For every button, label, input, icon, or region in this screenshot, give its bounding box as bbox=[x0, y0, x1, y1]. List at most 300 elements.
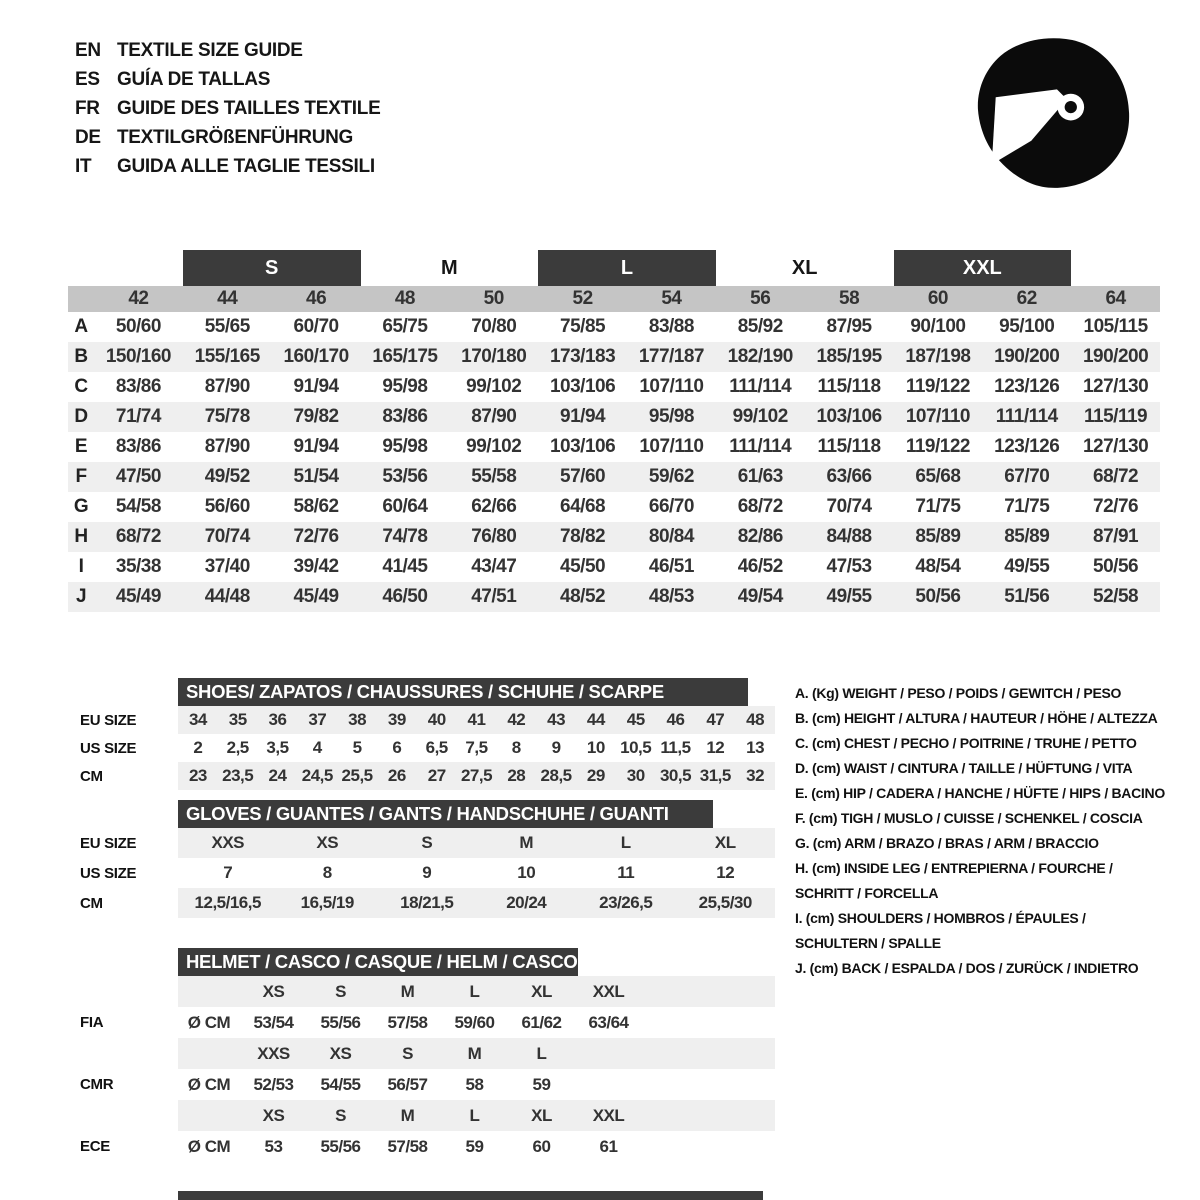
measure-value: 87/95 bbox=[826, 316, 872, 337]
legend-item-h: H. (cm) INSIDE LEG / ENTREPIERNA / FOURCHE / SCHRITT / FORCELLA bbox=[795, 860, 1113, 901]
measure-value: 70/74 bbox=[826, 496, 872, 517]
measure-value: 115/118 bbox=[817, 436, 881, 457]
helmet-value: 55/56 bbox=[320, 1136, 361, 1156]
helmet-size: XS bbox=[307, 1038, 374, 1069]
measure-row-D bbox=[68, 402, 1160, 432]
row-letter: E bbox=[74, 436, 88, 457]
measure-value: 55/58 bbox=[471, 466, 517, 487]
measure-value: 182/190 bbox=[727, 346, 793, 367]
helmet-value: 56/57 bbox=[387, 1074, 428, 1094]
helmet-value: 58 bbox=[465, 1074, 484, 1094]
size-value: 12 bbox=[706, 738, 725, 757]
legend-item-j: J. (cm) BACK / ESPALDA / DOS / ZURÜCK / INDIETRO bbox=[795, 960, 1139, 976]
size-value: 46 bbox=[656, 706, 696, 734]
size-value: 9 bbox=[551, 738, 561, 757]
size-value: 38 bbox=[337, 706, 377, 734]
measure-value: 50/56 bbox=[915, 586, 961, 607]
measure-value: 111/114 bbox=[729, 376, 792, 397]
size-value: 2 bbox=[193, 738, 203, 757]
measure-value: 60/70 bbox=[293, 316, 339, 337]
row-label: US SIZE bbox=[80, 739, 137, 757]
size-value: 40 bbox=[417, 706, 457, 734]
measure-value: 87/91 bbox=[1093, 526, 1139, 547]
row-label: CM bbox=[80, 894, 103, 912]
size-value: 10 bbox=[586, 738, 605, 757]
size-value: 25,5/30 bbox=[676, 888, 776, 918]
measure-value: 91/94 bbox=[560, 406, 606, 427]
size-value: 28,5 bbox=[536, 762, 576, 790]
size-value: 44 bbox=[576, 706, 616, 734]
spacer bbox=[642, 1007, 775, 1038]
measure-row-B bbox=[68, 342, 1160, 372]
spacer bbox=[642, 1131, 775, 1162]
helmet-size: L bbox=[441, 1100, 508, 1131]
measure-value: 72/76 bbox=[1093, 496, 1139, 517]
textile-size-table bbox=[68, 250, 1160, 612]
size-value: 36 bbox=[258, 706, 298, 734]
size-value: 16,5/19 bbox=[278, 888, 378, 918]
row-label: EU SIZE bbox=[80, 711, 137, 729]
standard-name: ECE bbox=[80, 1138, 110, 1155]
measure-value: 71/74 bbox=[115, 406, 161, 427]
size-value: 39 bbox=[377, 706, 417, 734]
measure-value: 99/102 bbox=[466, 376, 522, 397]
size-value: 11,5 bbox=[660, 738, 691, 757]
standard-name: CMR bbox=[80, 1076, 114, 1093]
helmet-value: 59 bbox=[465, 1136, 484, 1156]
size-value: 2,5 bbox=[226, 738, 249, 757]
shoes-title: SHOES/ ZAPATOS / CHAUSSURES / SCHUHE / SCARPE bbox=[186, 681, 664, 702]
size-number: 52 bbox=[572, 288, 593, 309]
helmet-size: S bbox=[307, 1100, 374, 1131]
size-value: 26 bbox=[377, 762, 417, 790]
size-value: 27 bbox=[417, 762, 457, 790]
size-value: 41 bbox=[457, 706, 497, 734]
helmet-size: XS bbox=[240, 976, 307, 1007]
measure-value: 75/78 bbox=[204, 406, 250, 427]
measure-value: 49/52 bbox=[204, 466, 250, 487]
helmet-size: XXS bbox=[240, 1038, 307, 1069]
measure-value: 95/100 bbox=[999, 316, 1055, 337]
helmet-size: S bbox=[374, 1038, 441, 1069]
measure-value: 160/170 bbox=[283, 346, 349, 367]
measure-value: 64/68 bbox=[560, 496, 606, 517]
diameter-unit: Ø CM bbox=[187, 1012, 231, 1032]
size-value: 30 bbox=[616, 762, 656, 790]
legend-item-c: C. (cm) CHEST / PECHO / POITRINE / TRUHE / PETTO bbox=[795, 735, 1137, 751]
helmet-size: M bbox=[441, 1038, 508, 1069]
size-number: 62 bbox=[1016, 288, 1037, 309]
measure-value: 115/119 bbox=[1084, 406, 1148, 427]
row-label: US SIZE bbox=[80, 864, 137, 882]
helmet-standard-row-fia bbox=[68, 1007, 775, 1038]
spacer bbox=[68, 976, 178, 1007]
size-value: 7 bbox=[223, 863, 233, 882]
size-value: 3,5 bbox=[266, 738, 289, 757]
helmet-value: 53 bbox=[264, 1136, 283, 1156]
measure-value: 39/42 bbox=[293, 556, 339, 577]
measure-row-A bbox=[68, 312, 1160, 342]
legend-item-d: D. (cm) WAIST / CINTURA / TAILLE / HÜFTUNG / VITA bbox=[795, 760, 1133, 776]
measure-value: 37/40 bbox=[204, 556, 250, 577]
measure-value: 79/82 bbox=[293, 406, 339, 427]
measure-value: 83/86 bbox=[382, 406, 428, 427]
measure-value: 63/66 bbox=[826, 466, 872, 487]
size-value: XL bbox=[676, 828, 776, 858]
language-code: EN bbox=[75, 40, 101, 61]
legend-item-e: E. (cm) HIP / CADERA / HANCHE / HÜFTE / HIPS / BACINO bbox=[795, 785, 1165, 801]
measure-value: 103/106 bbox=[549, 376, 616, 397]
size-value: XS bbox=[278, 828, 378, 858]
size-value: 24 bbox=[258, 762, 298, 790]
measure-value: 123/126 bbox=[994, 436, 1060, 457]
row-label: EU SIZE bbox=[80, 834, 137, 852]
measure-value: 49/55 bbox=[826, 586, 872, 607]
shoes-section bbox=[68, 678, 775, 790]
measure-value: 43/47 bbox=[471, 556, 517, 577]
shoes-rows bbox=[68, 706, 775, 790]
size-value: 27,5 bbox=[457, 762, 497, 790]
gloves-section bbox=[68, 800, 775, 918]
measure-value: 107/110 bbox=[905, 406, 970, 427]
size-value: M bbox=[477, 828, 577, 858]
measure-value: 105/115 bbox=[1083, 316, 1148, 337]
measure-row-E bbox=[68, 432, 1160, 462]
measure-value: 48/53 bbox=[648, 586, 694, 607]
measure-value: 45/49 bbox=[293, 586, 339, 607]
size-value: 23,5 bbox=[218, 762, 258, 790]
size-row bbox=[68, 828, 775, 858]
language-code: DE bbox=[75, 127, 101, 148]
size-number: 56 bbox=[750, 288, 771, 309]
racing-helmet-icon bbox=[972, 33, 1135, 198]
size-number: 58 bbox=[839, 288, 860, 309]
size-value: 10 bbox=[517, 863, 536, 882]
measure-value: 103/106 bbox=[549, 436, 616, 457]
measure-value: 107/110 bbox=[639, 436, 704, 457]
size-number: 50 bbox=[483, 288, 504, 309]
measure-value: 119/122 bbox=[905, 436, 970, 457]
size-value: 28 bbox=[496, 762, 536, 790]
measure-value: 46/50 bbox=[382, 586, 428, 607]
size-row bbox=[68, 762, 775, 790]
size-value: 9 bbox=[422, 863, 432, 882]
spacer bbox=[178, 976, 240, 1007]
size-value: 18/21,5 bbox=[377, 888, 477, 918]
spacer bbox=[68, 1038, 178, 1069]
measure-value: 57/60 bbox=[560, 466, 606, 487]
helmet-size bbox=[575, 1038, 642, 1069]
size-value: XXS bbox=[178, 828, 278, 858]
measure-value: 71/75 bbox=[915, 496, 961, 517]
measure-value: 56/60 bbox=[204, 496, 250, 517]
measure-value: 103/106 bbox=[816, 406, 882, 427]
measure-value: 49/55 bbox=[1004, 556, 1050, 577]
language-code: ES bbox=[75, 69, 100, 90]
cropped-bottom-bar bbox=[178, 1191, 763, 1200]
measure-value: 47/50 bbox=[115, 466, 161, 487]
measure-value: 95/98 bbox=[648, 406, 694, 427]
measure-value: 177/187 bbox=[638, 346, 704, 367]
measure-value: 78/82 bbox=[560, 526, 606, 547]
size-value: 34 bbox=[178, 706, 218, 734]
spacer bbox=[178, 1038, 240, 1069]
language-label: GUIDE DES TAILLES TEXTILE bbox=[117, 98, 381, 119]
legend-item-f: F. (cm) TIGH / MUSLO / CUISSE / SCHENKEL / COSCIA bbox=[795, 810, 1143, 826]
helmet-size-header-row bbox=[68, 1038, 775, 1069]
measure-value: 47/53 bbox=[826, 556, 872, 577]
size-value: 25,5 bbox=[337, 762, 377, 790]
measure-value: 190/200 bbox=[994, 346, 1060, 367]
measure-value: 150/160 bbox=[105, 346, 171, 367]
helmet-size: XS bbox=[240, 1100, 307, 1131]
standard-name: FIA bbox=[80, 1014, 104, 1031]
row-letter: A bbox=[74, 316, 88, 337]
shoes-title-bar bbox=[178, 678, 748, 706]
helmet-size: M bbox=[374, 1100, 441, 1131]
measure-value: 65/75 bbox=[382, 316, 428, 337]
legend-item-a: A. (Kg) WEIGHT / PESO / POIDS / GEWITCH / PESO bbox=[795, 685, 1122, 701]
row-letter: H bbox=[74, 526, 88, 547]
measure-value: 115/118 bbox=[817, 376, 881, 397]
size-value: 8 bbox=[322, 863, 332, 882]
measure-value: 68/72 bbox=[115, 526, 161, 547]
size-value: 6,5 bbox=[425, 738, 448, 757]
helmet-size: XXL bbox=[575, 1100, 642, 1131]
helmet-standard-row-ece bbox=[68, 1131, 775, 1162]
measure-value: 51/56 bbox=[1004, 586, 1050, 607]
measure-value: 185/195 bbox=[816, 346, 882, 367]
size-group-xl: XL bbox=[791, 256, 818, 279]
size-group-s: S bbox=[183, 250, 361, 286]
helmet-section bbox=[68, 948, 775, 1162]
measure-value: 80/84 bbox=[648, 526, 694, 547]
size-value: 32 bbox=[735, 762, 775, 790]
measure-value: 54/58 bbox=[115, 496, 161, 517]
size-value: L bbox=[576, 828, 676, 858]
size-value: 8 bbox=[511, 738, 521, 757]
helmet-size: XXL bbox=[575, 976, 642, 1007]
size-value: 48 bbox=[735, 706, 775, 734]
measure-value: 95/98 bbox=[382, 436, 428, 457]
size-row bbox=[68, 858, 775, 888]
measure-value: 58/62 bbox=[293, 496, 339, 517]
helmet-size-header-row bbox=[68, 1100, 775, 1131]
measure-value: 87/90 bbox=[204, 436, 250, 457]
measure-value: 76/80 bbox=[471, 526, 517, 547]
measure-value: 67/70 bbox=[1004, 466, 1050, 487]
spacer bbox=[178, 1100, 240, 1131]
measure-value: 46/51 bbox=[648, 556, 694, 577]
measure-row-J bbox=[68, 582, 1160, 612]
row-letter: G bbox=[73, 496, 89, 517]
measure-value: 165/175 bbox=[372, 346, 438, 367]
measure-value: 173/183 bbox=[549, 346, 616, 367]
size-group-m: M bbox=[440, 256, 458, 279]
helmet-value: 57/58 bbox=[387, 1136, 428, 1156]
legend-item-g: G. (cm) ARM / BRAZO / BRAS / ARM / BRACCIO bbox=[795, 835, 1099, 851]
diameter-unit: Ø CM bbox=[187, 1136, 231, 1156]
measure-value: 50/56 bbox=[1093, 556, 1139, 577]
measure-value: 61/63 bbox=[737, 466, 783, 487]
size-value: 12,5/16,5 bbox=[178, 888, 278, 918]
band-spacer bbox=[68, 286, 94, 312]
measure-value: 90/100 bbox=[910, 316, 966, 337]
measure-value: 155/165 bbox=[194, 346, 260, 367]
language-row bbox=[75, 36, 380, 65]
measure-value: 60/64 bbox=[382, 496, 428, 517]
measure-value: 123/126 bbox=[994, 376, 1060, 397]
helmet-size: XL bbox=[508, 976, 575, 1007]
gloves-rows bbox=[68, 828, 775, 918]
measure-value: 85/89 bbox=[915, 526, 961, 547]
size-number: 44 bbox=[217, 288, 238, 309]
spacer bbox=[642, 1100, 775, 1131]
helmet-rows bbox=[68, 976, 775, 1162]
measure-value: 66/70 bbox=[648, 496, 694, 517]
measure-value: 75/85 bbox=[560, 316, 606, 337]
measure-value: 83/86 bbox=[115, 436, 161, 457]
size-value: 42 bbox=[496, 706, 536, 734]
measure-value: 59/62 bbox=[648, 466, 694, 487]
size-value: 23/26,5 bbox=[576, 888, 676, 918]
measure-value: 44/48 bbox=[204, 586, 250, 607]
size-value: 13 bbox=[746, 738, 765, 757]
measure-value: 45/49 bbox=[115, 586, 161, 607]
language-code: IT bbox=[75, 156, 92, 177]
measure-value: 91/94 bbox=[293, 376, 339, 397]
size-value: 4 bbox=[312, 738, 322, 757]
helmet-size: M bbox=[374, 976, 441, 1007]
measure-row-I bbox=[68, 552, 1160, 582]
helmet-title: HELMET / CASCO / CASQUE / HELM / CASCO bbox=[186, 951, 578, 972]
language-label: TEXTILGRÖßENFÜHRUNG bbox=[117, 127, 354, 148]
measure-value: 83/88 bbox=[648, 316, 694, 337]
row-label: CM bbox=[80, 767, 103, 785]
measure-value: 35/38 bbox=[115, 556, 161, 577]
language-code: FR bbox=[75, 98, 100, 119]
language-row bbox=[75, 65, 380, 94]
measure-row-C bbox=[68, 372, 1160, 402]
size-value: 6 bbox=[392, 738, 402, 757]
size-group-l: L bbox=[538, 250, 716, 286]
measure-value: 46/52 bbox=[737, 556, 783, 577]
measure-value: 91/94 bbox=[293, 436, 339, 457]
size-row bbox=[68, 706, 775, 734]
size-row bbox=[68, 734, 775, 762]
helmet-value: 59 bbox=[532, 1074, 551, 1094]
measure-value: 68/72 bbox=[1093, 466, 1139, 487]
size-value: 30,5 bbox=[656, 762, 696, 790]
measure-row-H bbox=[68, 522, 1160, 552]
helmet-value: 59/60 bbox=[454, 1012, 495, 1032]
measure-value: 71/75 bbox=[1004, 496, 1050, 517]
helmet-value: 53/54 bbox=[253, 1012, 294, 1032]
size-value: 31,5 bbox=[695, 762, 735, 790]
size-value: 35 bbox=[218, 706, 258, 734]
measure-value: 52/58 bbox=[1093, 586, 1139, 607]
row-letter: J bbox=[75, 586, 87, 607]
measure-value: 190/200 bbox=[1082, 346, 1149, 367]
language-row bbox=[75, 123, 380, 152]
measure-value: 95/98 bbox=[382, 376, 428, 397]
measure-value: 87/90 bbox=[204, 376, 250, 397]
size-value: 10,5 bbox=[620, 738, 652, 757]
measure-rows bbox=[68, 312, 1160, 612]
size-value: 20/24 bbox=[477, 888, 577, 918]
helmet-size: L bbox=[508, 1038, 575, 1069]
spacer bbox=[642, 976, 775, 1007]
size-value: S bbox=[377, 828, 477, 858]
measure-value: 53/56 bbox=[382, 466, 428, 487]
measure-value: 55/65 bbox=[204, 316, 250, 337]
size-number: 46 bbox=[306, 288, 327, 309]
measure-value: 74/78 bbox=[382, 526, 428, 547]
helmet-value: 52/53 bbox=[253, 1074, 294, 1094]
language-list bbox=[75, 36, 380, 181]
measure-row-F bbox=[68, 462, 1160, 492]
gloves-title-bar bbox=[178, 800, 713, 828]
language-row bbox=[75, 152, 380, 181]
size-number: 42 bbox=[128, 288, 149, 309]
measure-value: 111/114 bbox=[729, 436, 792, 457]
measure-row-G bbox=[68, 492, 1160, 522]
measure-value: 68/72 bbox=[737, 496, 783, 517]
size-number: 54 bbox=[661, 288, 682, 309]
helmet-value: 54/55 bbox=[320, 1074, 361, 1094]
row-letter: I bbox=[78, 556, 84, 577]
helmet-value: 61 bbox=[599, 1136, 618, 1156]
spacer bbox=[642, 1069, 775, 1100]
row-letter: F bbox=[75, 466, 87, 487]
measure-value: 45/50 bbox=[560, 556, 606, 577]
measure-value: 83/86 bbox=[115, 376, 161, 397]
legend-item-b: B. (cm) HEIGHT / ALTURA / HAUTEUR / HÖHE / ALTEZZA bbox=[795, 710, 1158, 726]
language-label: GUÍA DE TALLAS bbox=[117, 69, 271, 90]
size-value: 24,5 bbox=[297, 762, 337, 790]
helmet-value: 57/58 bbox=[387, 1012, 428, 1032]
helmet-size-header-row bbox=[68, 976, 775, 1007]
size-value: 12 bbox=[716, 863, 735, 882]
size-value: 37 bbox=[297, 706, 337, 734]
size-value: 23 bbox=[178, 762, 218, 790]
helmet-value: 55/56 bbox=[320, 1012, 361, 1032]
size-number-band bbox=[68, 286, 1160, 312]
size-number: 48 bbox=[394, 288, 415, 309]
helmet-size: L bbox=[441, 976, 508, 1007]
size-number: 64 bbox=[1105, 288, 1126, 309]
measure-value: 127/130 bbox=[1082, 376, 1149, 397]
measure-value: 48/54 bbox=[915, 556, 961, 577]
measure-value: 82/86 bbox=[737, 526, 783, 547]
measure-value: 187/198 bbox=[905, 346, 971, 367]
helmet-value: 60 bbox=[532, 1136, 551, 1156]
helmet-value: 61/62 bbox=[521, 1012, 562, 1032]
row-letter: D bbox=[74, 406, 88, 427]
size-value: 29 bbox=[576, 762, 616, 790]
measure-value: 85/92 bbox=[737, 316, 783, 337]
language-label: TEXTILE SIZE GUIDE bbox=[117, 40, 303, 61]
measure-value: 99/102 bbox=[732, 406, 788, 427]
legend-list bbox=[795, 681, 1185, 981]
measure-value: 84/88 bbox=[826, 526, 872, 547]
helmet-size: XL bbox=[508, 1100, 575, 1131]
helmet-value bbox=[575, 1069, 642, 1100]
row-letter: B bbox=[74, 346, 88, 367]
measure-value: 127/130 bbox=[1082, 436, 1149, 457]
size-group-xxl: XXL bbox=[894, 250, 1072, 286]
measure-value: 49/54 bbox=[737, 586, 783, 607]
